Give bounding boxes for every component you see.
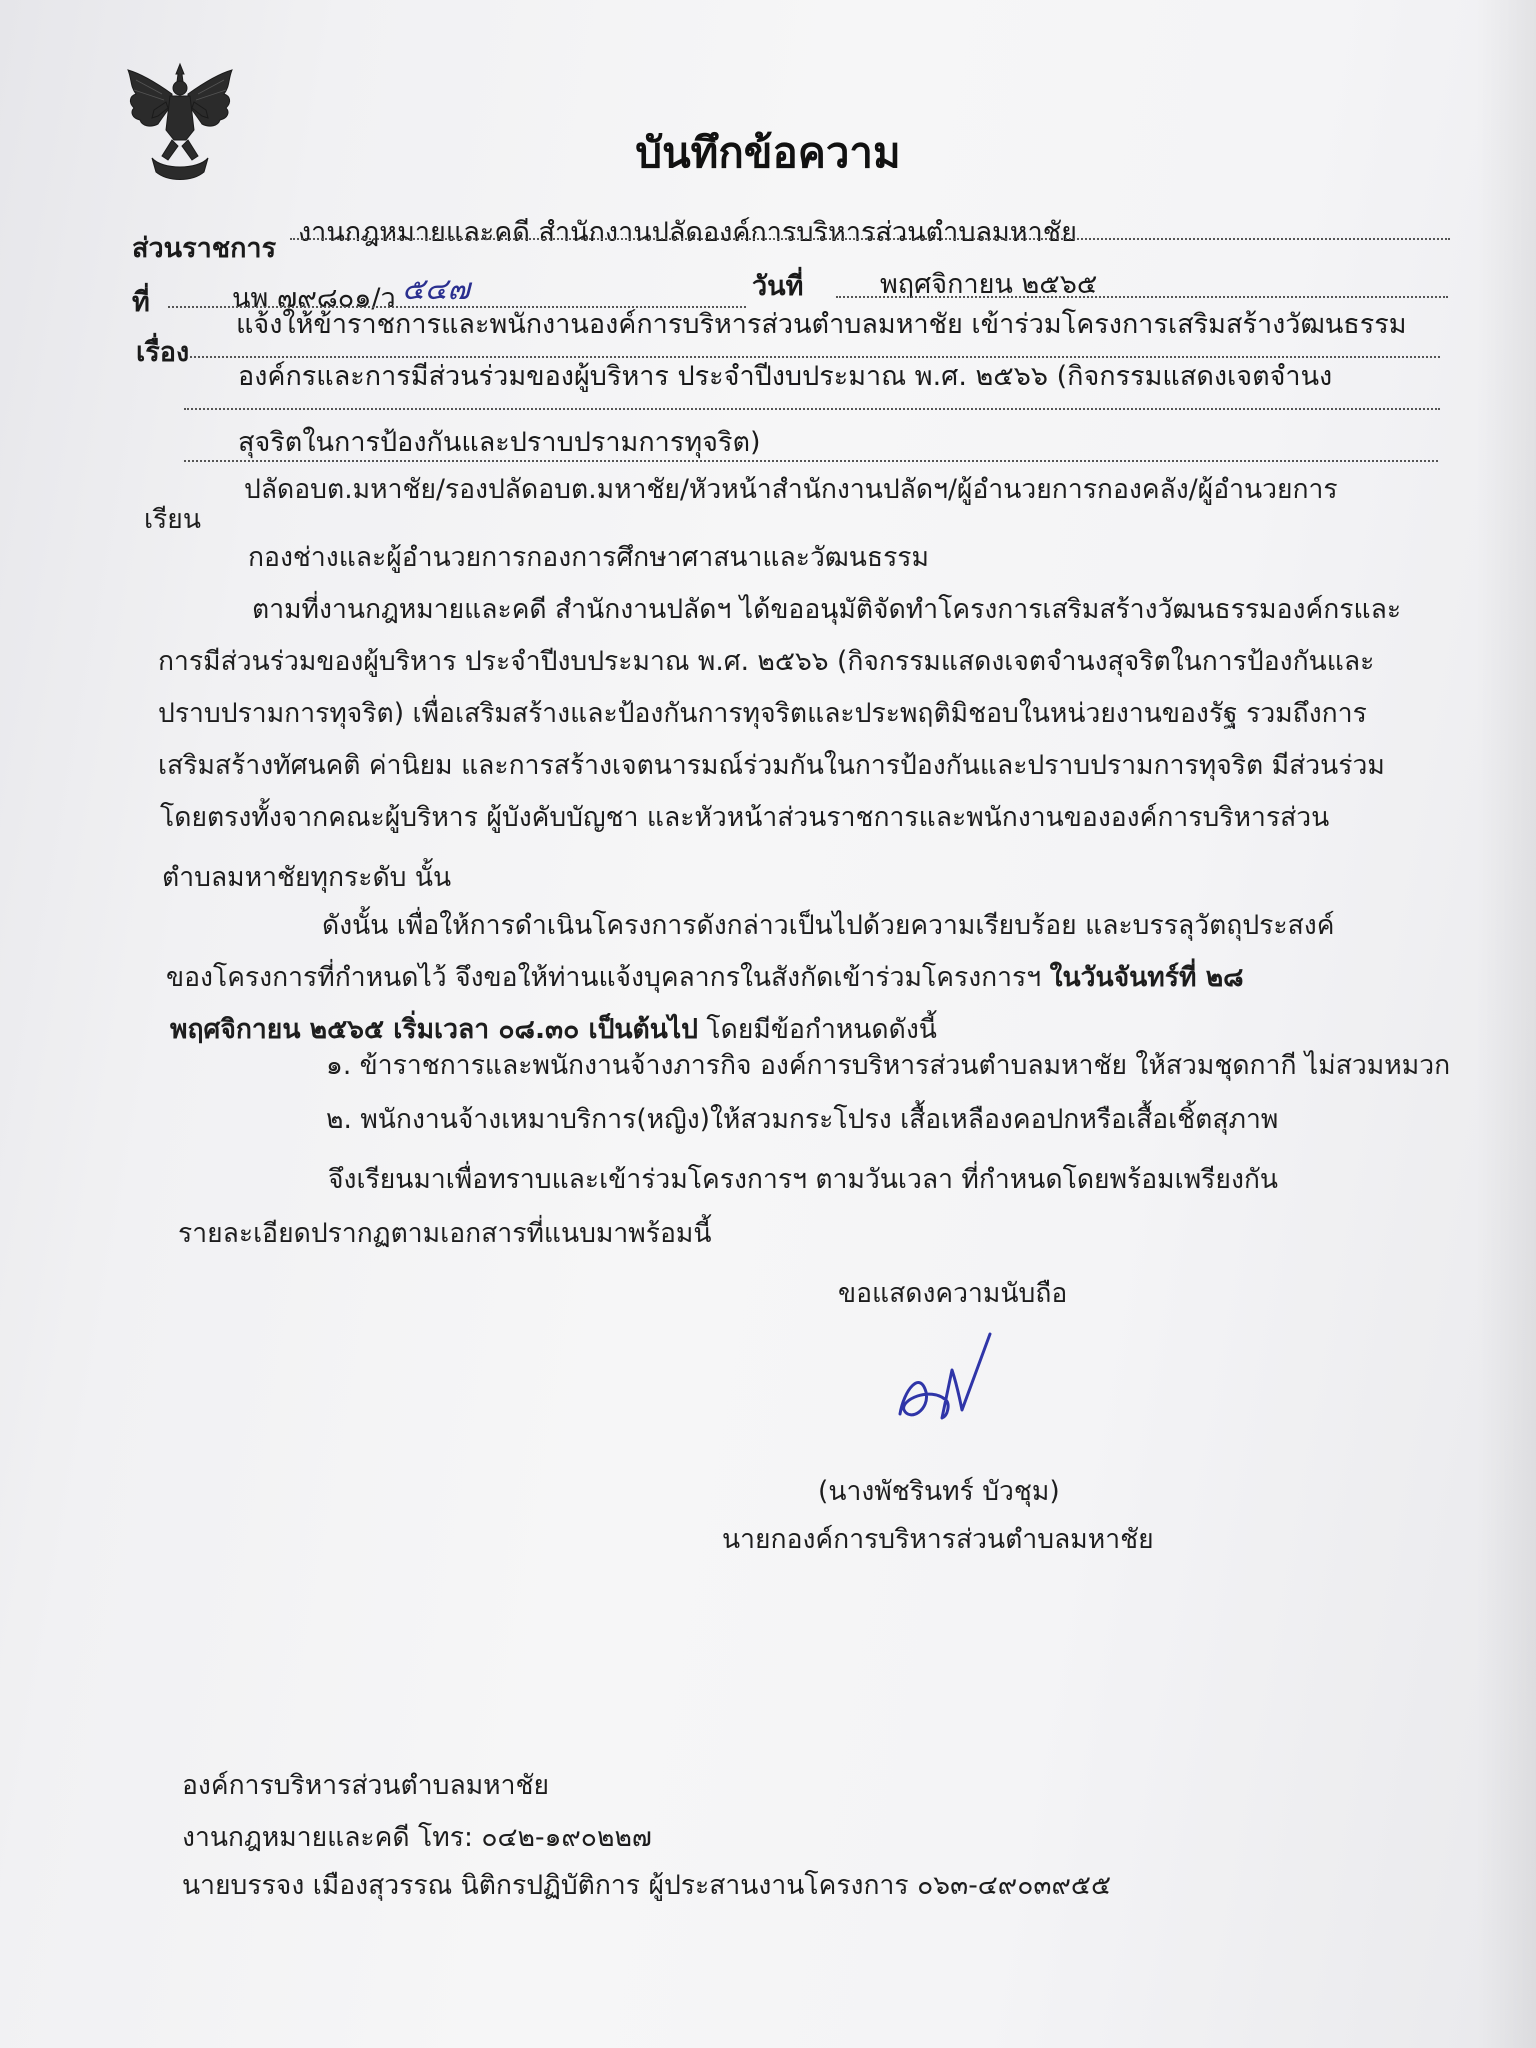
subject-line-3: สุจริตในการป้องกันและปราบปรามการทุจริต): [238, 427, 761, 458]
para2-line-2-bold: ในวันจันทร์ที่ ๒๘: [1049, 962, 1244, 993]
closing-text: ขอแสดงความนับถือ: [838, 1278, 1068, 1309]
signer-title: นายกองค์การบริหารส่วนตำบลมหาชัย: [722, 1524, 1154, 1555]
para1-line-3: ปราบปรามการทุจริต) เพื่อเสริมสร้างและป้องกันการทุจริตและประพฤติมิชอบในหน่วยงานของรัฐ รวมถึงการ: [158, 698, 1367, 729]
para1-line-2: การมีส่วนร่วมของผู้บริหาร ประจำปีงบประมาณ พ.ศ. ๒๕๖๖ (กิจกรรมแสดงเจตจำนงสุจริตในการป้องกันและ: [158, 646, 1375, 677]
salutation-line-1: ปลัดอบต.มหาชัย/รองปลัดอบต.มหาชัย/หัวหน้าสำนักงานปลัดฯ/ผู้อำนวยการกองคลัง/ผู้อำนวยการ: [244, 474, 1338, 505]
subject-label: เรื่อง: [136, 337, 190, 368]
salutation-line-2: กองช่างและผู้อำนวยการกองการศึกษาศาสนาและวัฒนธรรม: [248, 542, 930, 573]
memo-title: บันทึกข้อความ: [635, 128, 901, 177]
para1-line-6: ตำบลมหาชัยทุกระดับ นั้น: [162, 862, 452, 893]
para3-line-1: จึงเรียนมาเพื่อทราบและเข้าร่วมโครงการฯ ตามวันเวลา ที่กำหนดโดยพร้อมเพรียงกัน: [328, 1164, 1279, 1195]
para1-line-5: โดยตรงทั้งจากคณะผู้บริหาร ผู้บังคับบัญชา และหัวหน้าส่วนราชการและพนักงานขององค์การบริหารส่วน: [160, 802, 1330, 833]
requirement-item-2: ๒. พนักงานจ้างเหมาบริการ(หญิง)ให้สวมกระโปรง เสื้อเหลืองคอปกหรือเสื้อเชิ้ตสุภาพ: [326, 1104, 1279, 1135]
subject-line-2: องค์กรและการมีส่วนร่วมของผู้บริหาร ประจำปีงบประมาณ พ.ศ. ๒๕๖๖ (กิจกรรมแสดงเจตจำนง: [238, 361, 1333, 392]
para2-line-3-bold: พฤศจิกายน ๒๕๖๕ เริ่มเวลา ๐๘.๓๐ เป็นต้นไป: [170, 1014, 698, 1045]
date-label: วันที่: [752, 271, 804, 302]
division-label: ส่วนราชการ: [132, 233, 277, 264]
para1-line-1: ตามที่งานกฎหมายและคดี สำนักงานปลัดฯ ได้ขออนุมัติจัดทำโครงการเสริมสร้างวัฒนธรรมองค์กรและ: [252, 594, 1402, 625]
page-shadow: [1476, 0, 1536, 2048]
footer-coordinator: นายบรรจง เมืองสุวรรณ นิติกรปฏิบัติการ ผู้ประสานงานโครงการ ๐๖๓-๔๙๐๓๙๕๕: [182, 1870, 1112, 1901]
subject-dotline-2: [184, 408, 1440, 410]
division-value: งานกฎหมายและคดี สำนักงานปลัดองค์การบริหารส่วนตำบลมหาชัย: [298, 217, 1077, 248]
para2-line-2-plain: ของโครงการที่กำหนดไว้ จึงขอให้ท่านแจ้งบุคลากรในสังกัดเข้าร่วมโครงการฯ: [166, 962, 1050, 993]
para2-line-3-plain: โดยมีข้อกำหนดดังนี้: [698, 1014, 937, 1045]
para1-line-4: เสริมสร้างทัศนคติ ค่านิยม และการสร้างเจตนารมณ์ร่วมกันในการป้องกันและปราบปรามการทุจริต มีส่วนร่วม: [158, 750, 1385, 781]
ref-value: นพ ๗๙๘๐๑/ว: [232, 283, 396, 314]
subject-dotline-3: [184, 460, 1438, 462]
ref-handwritten-number: ๕๔๗: [402, 272, 470, 307]
footer-org: องค์การบริหารส่วนตำบลมหาชัย: [182, 1770, 550, 1801]
signer-name: (นางพัชรินทร์ บัวชุม): [818, 1476, 1060, 1507]
para2-line-2: [166, 956, 1244, 998]
salutation-label: เรียน: [144, 504, 201, 535]
footer-contact-phone: งานกฎหมายและคดี โทร: ๐๔๒-๑๙๐๒๒๗: [182, 1822, 652, 1853]
signature-mark: [890, 1330, 1000, 1430]
division-dotline: [290, 238, 1450, 240]
requirement-item-1: ๑. ข้าราชการและพนักงานจ้างภารกิจ องค์การบริหารส่วนตำบลมหาชัย ให้สวมชุดกากี ไม่สวมหมวก: [326, 1050, 1451, 1081]
para3-line-2: รายละเอียดปรากฏตามเอกสารที่แนบมาพร้อมนี้: [178, 1218, 712, 1249]
ref-label: ที่: [132, 287, 150, 318]
subject-line-1: แจ้งให้ข้าราชการและพนักงานองค์การบริหารส่วนตำบลมหาชัย เข้าร่วมโครงการเสริมสร้างวัฒนธรรม: [236, 309, 1407, 340]
date-value: พฤศจิกายน ๒๕๖๕: [880, 269, 1098, 300]
para2-line-1: ดังนั้น เพื่อให้การดำเนินโครงการดังกล่าวเป็นไปด้วยความเรียบร้อย และบรรลุวัตถุประสงค์: [322, 910, 1335, 941]
date-dotline: [836, 296, 1448, 298]
